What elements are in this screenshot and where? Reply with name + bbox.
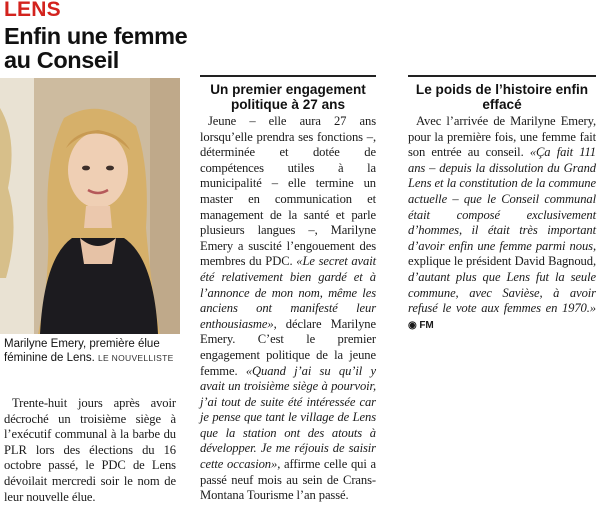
section2-p1-quote: «Ça fait 111 ans – depuis la dissolution du Grand Lens et la constitution de la commune actuelle – que le Conseil communal était composé exclusivement d’hommes, il était très important d’avoir enfin une femme parmi nous, — [408, 145, 596, 253]
section1-paragraph-1 — [200, 114, 376, 504]
section-kicker: LENS — [4, 0, 61, 21]
section2-paragraph-1 — [408, 114, 596, 333]
section1-p1-tail: , déclare Marilyne Emery. C’est le premier engagement politique de la jeune femme. — [200, 316, 376, 378]
section2-p1-text: Avec l’arrivée de Marilyne Emery, pour la première fois, une femme fait son entrée au conseil. — [408, 114, 596, 160]
column-rule — [408, 75, 596, 77]
section1-p1-text: Jeune – elle aura 27 ans lorsqu’elle prendra ses fonctions –, déterminée et dotée de compétences utiles à la municipalité – elle termine un master en communication et management de la santé et parle plusieurs langues –, Marilyne Emery a suscité l’engouement des membres du PDC. — [200, 114, 376, 269]
section2-body — [408, 114, 596, 333]
photo-caption — [4, 337, 182, 365]
section2-p1-mid: explique le président David Bagnoud, — [408, 254, 596, 269]
section1-p2-quote: «Quand j’ai su qu’il y avait un troisième siège à pourvoir, j’ai tout de suite été intéressée car je pense que tant le village de Lens que la station ont des atouts à développer. Je me réjouis de saisir cette occasion» — [200, 363, 376, 472]
lead-paragraph: Trente-huit jours après avoir décroché un troisième siège à l’exécutif communal à la barbe du PLR lors des élections du 16 octobre passé, le PDC de Lens dévoilait mercredi soir le nom de leur nouvelle élue. — [4, 396, 176, 504]
section1-body — [200, 114, 376, 504]
author-initials: FM — [419, 319, 434, 331]
section1-p1-quote: «Le secret avait été relativement bien gardé et à l’annonce de mon nom, même les anciens ont manifesté leur enthousiasme» — [200, 254, 376, 331]
column-rule — [200, 75, 376, 77]
author-signature: ◉ FM — [408, 319, 434, 331]
photo-credit: LE NOUVELLISTE — [98, 353, 174, 363]
article-headline — [4, 24, 187, 72]
section2-title: Le poids de l’histoire enfin effacé — [415, 82, 589, 112]
headline-line-1: Enfin une femme — [4, 23, 188, 49]
portrait-illustration — [0, 78, 180, 334]
section2-p1-quote2: d’autant plus que Lens fut la seule commune, avec Savièse, à avoir refusé le vote aux femmes en 1970.» — [408, 269, 596, 316]
portrait-photo — [0, 78, 180, 334]
headline-line-2: au Conseil — [4, 47, 119, 73]
section1-p2-tail: , affirme celle qui a passé neuf mois au sein de Crans-Montana Tourisme l’an passé. — [200, 457, 376, 503]
section1-title: Un premier engagement politique à 27 ans — [210, 82, 366, 112]
photo-caption-text: Marilyne Emery, première élue féminine de Lens. — [4, 338, 160, 364]
